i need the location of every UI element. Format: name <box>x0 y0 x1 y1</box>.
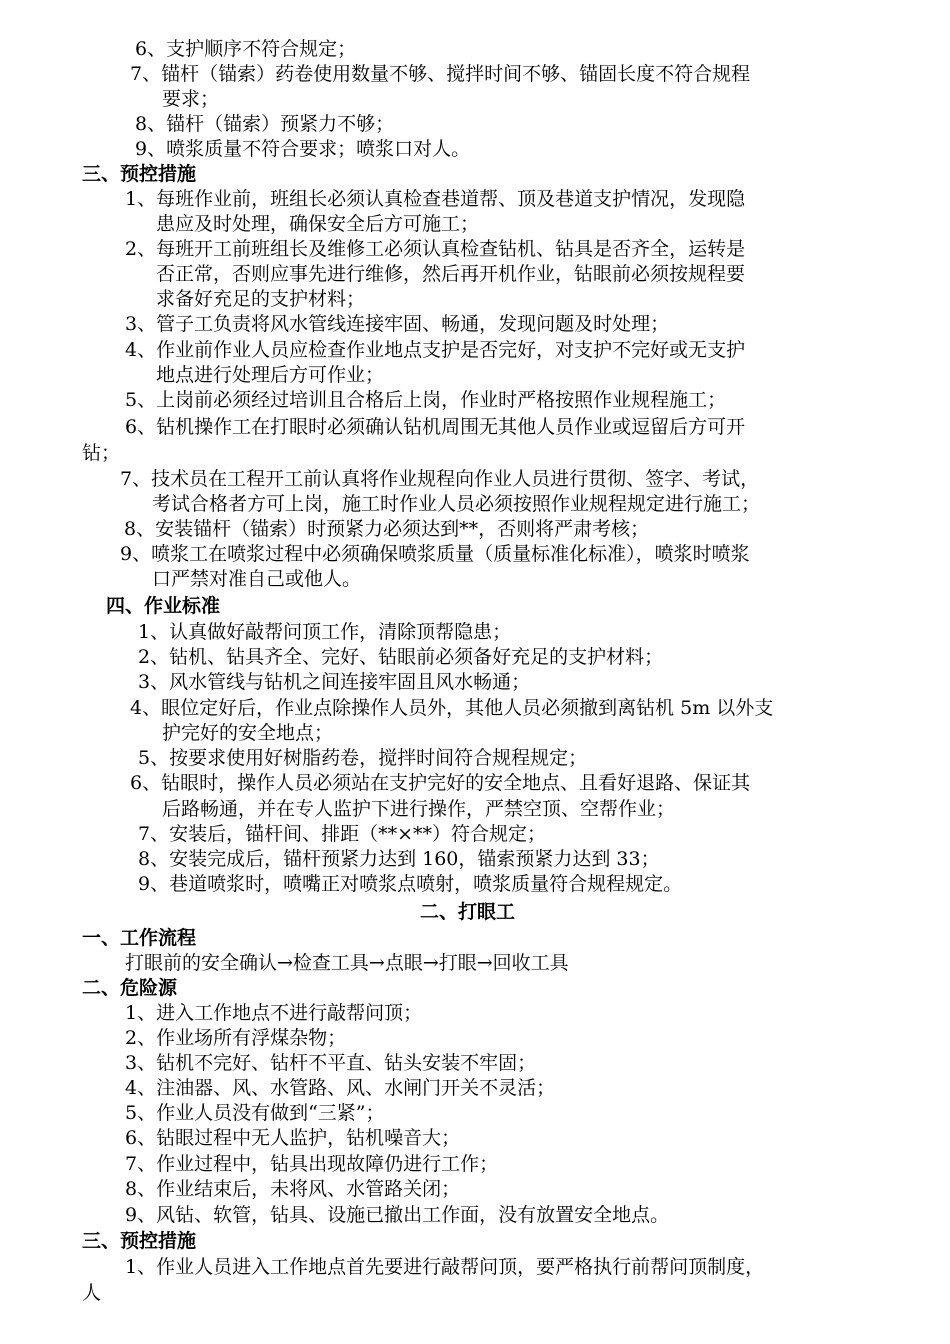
measure-item-continuation: 考试合格者方可上岗，施工时作业人员必须按照作业规程规定进行施工； <box>152 493 761 515</box>
standard-item: 6、钻眼时，操作人员必须站在支护完好的安全地点、且看好退路、保证其 <box>130 772 751 794</box>
hazard-item: 9、风钻、软管，钻具、设施已撤出工作面，没有放置安全地点。 <box>125 1204 670 1226</box>
hazard-item: 4、注油器、风、水管路、风、水闸门开关不灵活； <box>125 1077 556 1099</box>
hazard-item: 7、锚杆（锚索）药卷使用数量不够、搅拌时间不够、锚固长度不符合规程 <box>130 63 751 85</box>
standard-item: 4、眼位定好后，作业点除操作人员外，其他人员必须撤到离钻机 5m 以外支 <box>130 697 774 719</box>
measure-item: 8、安装锚杆（锚索）时预紧力必须达到**，否则将严肃考核； <box>124 518 650 540</box>
measure-item: 9、喷浆工在喷浆过程中必须确保喷浆质量（质量标准化标准），喷浆时喷浆 <box>120 543 750 565</box>
measure-item-continuation: 钻； <box>82 442 121 464</box>
hazard-item: 3、钻机不完好、钻杆不平直、钻头安装不牢固； <box>125 1052 537 1074</box>
hazard-item: 6、支护顺序不符合规定； <box>135 38 357 60</box>
standard-item: 2、钻机、钻具齐全、完好、钻眼前必须备好充足的支护材料； <box>138 646 664 668</box>
section-heading-flow: 一、工作流程 <box>82 927 197 949</box>
standard-item: 5、按要求使用好树脂药卷，搅拌时间符合规程规定； <box>138 747 588 769</box>
hazard-item-continuation: 要求； <box>162 88 220 110</box>
section-heading-hazards: 二、危险源 <box>82 977 178 999</box>
hazard-item: 2、作业场所有浮煤杂物； <box>125 1027 347 1049</box>
standard-item: 9、巷道喷浆时，喷嘴正对喷浆点喷射，喷浆质量符合规程规定。 <box>138 873 683 895</box>
measure-item: 4、作业前作业人员应检查作业地点支护是否完好，对支护不完好或无支护 <box>125 339 746 361</box>
standard-item-continuation: 后路畅通，并在专人监护下进行操作，严禁空顶、空帮作业； <box>162 798 676 820</box>
measure-item: 2、每班开工前班组长及维修工必须认真检查钻机、钻具是否齐全，运转是 <box>125 238 746 260</box>
measure-item-continuation: 患应及时处理，确保安全后方可施工； <box>156 213 480 235</box>
section-heading-measures: 三、预控措施 <box>82 163 197 185</box>
measure-item-continuation: 地点进行处理后方可作业； <box>156 364 385 386</box>
standard-item: 7、安装后，锚杆间、排距（**×**）符合规定； <box>138 823 547 845</box>
section-heading-standards: 四、作业标准 <box>106 595 221 617</box>
measure-item: 6、钻机操作工在打眼时必须确认钻机周围无其他人员作业或逗留后方可开 <box>125 416 746 438</box>
hazard-item: 9、喷浆质量不符合要求；喷浆口对人。 <box>135 138 471 160</box>
flow-text: 打眼前的安全确认→检查工具→点眼→打眼→回收工具 <box>125 952 569 974</box>
hazard-item: 6、钻眼过程中无人监护，钻机噪音大； <box>125 1127 461 1149</box>
standard-item: 8、安装完成后，锚杆预紧力达到 160，锚索预紧力达到 33； <box>138 848 660 870</box>
measure-item: 1、每班作业前，班组长必须认真检查巷道帮、顶及巷道支护情况，发现隐 <box>125 188 746 210</box>
measure-item-continuation: 求备好充足的支护材料； <box>156 288 366 310</box>
hazard-item: 5、作业人员没有做到“三紧”； <box>125 1102 385 1124</box>
measure-item: 7、技术员在工程开工前认真将作业规程向作业人员进行贯彻、签字、考试， <box>120 468 760 490</box>
standard-item: 1、认真做好敲帮问顶工作，清除顶帮隐患； <box>138 621 512 643</box>
measure-item: 5、上岗前必须经过培训且合格后上岗，作业时严格按照作业规程施工； <box>125 389 727 411</box>
measure-item: 1、作业人员进入工作地点首先要进行敲帮问顶，要严格执行前帮问顶制度， <box>125 1256 765 1278</box>
standard-item: 3、风水管线与钻机之间连接牢固且风水畅通； <box>138 671 531 693</box>
measure-item-continuation: 口严禁对准自己或他人。 <box>152 568 362 590</box>
measure-item-continuation: 人 <box>82 1282 102 1304</box>
measure-item-continuation: 否正常，否则应事先进行维修，然后再开机作业，钻眼前必须按规程要 <box>156 263 746 285</box>
section-heading-measures: 三、预控措施 <box>82 1230 197 1252</box>
hazard-item: 7、作业过程中，钻具出现故障仍进行工作； <box>125 1153 499 1175</box>
section-title-driller: 二、打眼工 <box>420 901 516 923</box>
hazard-item: 8、作业结束后，未将风、水管路关闭； <box>125 1178 461 1200</box>
measure-item: 3、管子工负责将风水管线连接牢固、畅通，发现问题及时处理； <box>125 313 670 335</box>
hazard-item: 1、进入工作地点不进行敲帮问顶； <box>125 1002 423 1024</box>
standard-item-continuation: 护完好的安全地点； <box>162 722 334 744</box>
hazard-item: 8、锚杆（锚索）预紧力不够； <box>135 113 395 135</box>
